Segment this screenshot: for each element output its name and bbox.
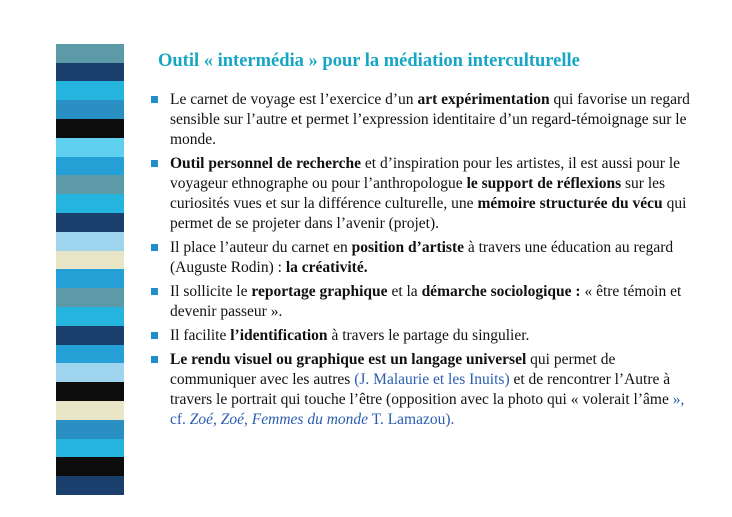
stripe-band [56, 119, 124, 138]
stripe-band [56, 138, 124, 157]
stripe-band [56, 307, 124, 326]
stripe-band [56, 269, 124, 288]
square-bullet-icon [151, 160, 158, 167]
stripe-band [56, 63, 124, 82]
stripe-band [56, 25, 124, 44]
stripe-band [56, 175, 124, 194]
bullet-text-segment: T. Lamazou). [368, 411, 455, 428]
bullet-text-segment: à travers une éducation au regard (Auguste Rodin) : [170, 239, 674, 276]
bullet-text-segment: et d’inspiration pour les artistes, il est aussi pour le voyageur ethnographe ou pour l’anthropologue [170, 155, 680, 192]
stripe-band [56, 251, 124, 270]
bullet-item [148, 90, 693, 150]
bullet-text-segment: « être témoin et devenir passeur ». [170, 283, 682, 320]
bullet-text-segment: qui permet de se projeter dans l’avenir (projet). [170, 195, 687, 232]
bullet-text-segment: à travers le partage du singulier. [327, 327, 530, 344]
bullet-text-segment: Le carnet de voyage est l’exercice d’un [170, 91, 418, 108]
bullet-text-segment: (J. Malaurie et les Inuits) [354, 371, 510, 388]
stripe-band [56, 213, 124, 232]
square-bullet-icon [151, 332, 158, 339]
bullet-text-segment: qui permet de communiquer avec les autres [170, 351, 616, 388]
bullet-text-segment: qui favorise un regard sensible sur l’autre et permet l’expression identitaire d’un regard-témoignage sur le monde. [170, 91, 690, 148]
bullet-text-segment: démarche sociologique : [421, 283, 581, 300]
stripe-band [56, 44, 124, 63]
bullet-item [148, 326, 693, 346]
stripe-band [56, 100, 124, 119]
slide-title: Outil « intermédia » pour la médiation interculturelle [158, 51, 580, 71]
bullet-item [148, 154, 693, 234]
stripe-band [56, 363, 124, 382]
bullet-item [148, 350, 693, 430]
stripe-band [56, 157, 124, 176]
stripe-band [56, 476, 124, 495]
bullet-text-segment: Il facilite [170, 327, 231, 344]
bullet-text-segment: reportage graphique [251, 283, 388, 300]
stripe-band [56, 420, 124, 439]
stripe-band [56, 345, 124, 364]
stripe-band [56, 382, 124, 401]
square-bullet-icon [151, 356, 158, 363]
bullet-text-segment: Outil personnel de recherche [170, 155, 362, 172]
bullet-text-segment: l’identification [230, 327, 328, 344]
stripe-band [56, 326, 124, 345]
bullet-text-segment: position d’artiste [351, 239, 464, 256]
bullet-text-segment: mémoire structurée du vécu [477, 195, 663, 212]
bullet-text-segment: Il sollicite le [170, 283, 252, 300]
bullet-item [148, 282, 693, 322]
square-bullet-icon [151, 288, 158, 295]
bullet-text-segment: Il place l’auteur du carnet en [170, 239, 352, 256]
bullet-text-segment: », cf. [170, 391, 685, 428]
bullet-text-segment: le support de réflexions [466, 175, 622, 192]
bullet-text-segment: sur les curiosités vues et sur la différence culturelle, une [170, 175, 666, 212]
stripe-band [56, 401, 124, 420]
stripe-band [56, 81, 124, 100]
bullet-text-segment: Zoé, Zoé, Femmes du monde [189, 411, 369, 428]
bullet-text-segment: et de rencontrer l’Autre à travers le portrait qui touche l’être (opposition avec la photo qui « volerait l’âme [170, 371, 673, 408]
bullet-text-segment: Le rendu visuel ou graphique est un langage universel [170, 351, 527, 368]
bullet-text-segment: art expérimentation [417, 91, 550, 108]
stripe-band [56, 288, 124, 307]
stripe-band [56, 457, 124, 476]
square-bullet-icon [151, 96, 158, 103]
bullet-text-segment: et la [387, 283, 422, 300]
decorative-stripe-bar [56, 25, 124, 495]
stripe-band [56, 439, 124, 458]
stripe-band [56, 194, 124, 213]
bullet-item [148, 238, 693, 278]
stripe-band [56, 232, 124, 251]
square-bullet-icon [151, 244, 158, 251]
bullet-text-segment: la créativité. [285, 259, 368, 276]
bullet-list [148, 90, 693, 434]
